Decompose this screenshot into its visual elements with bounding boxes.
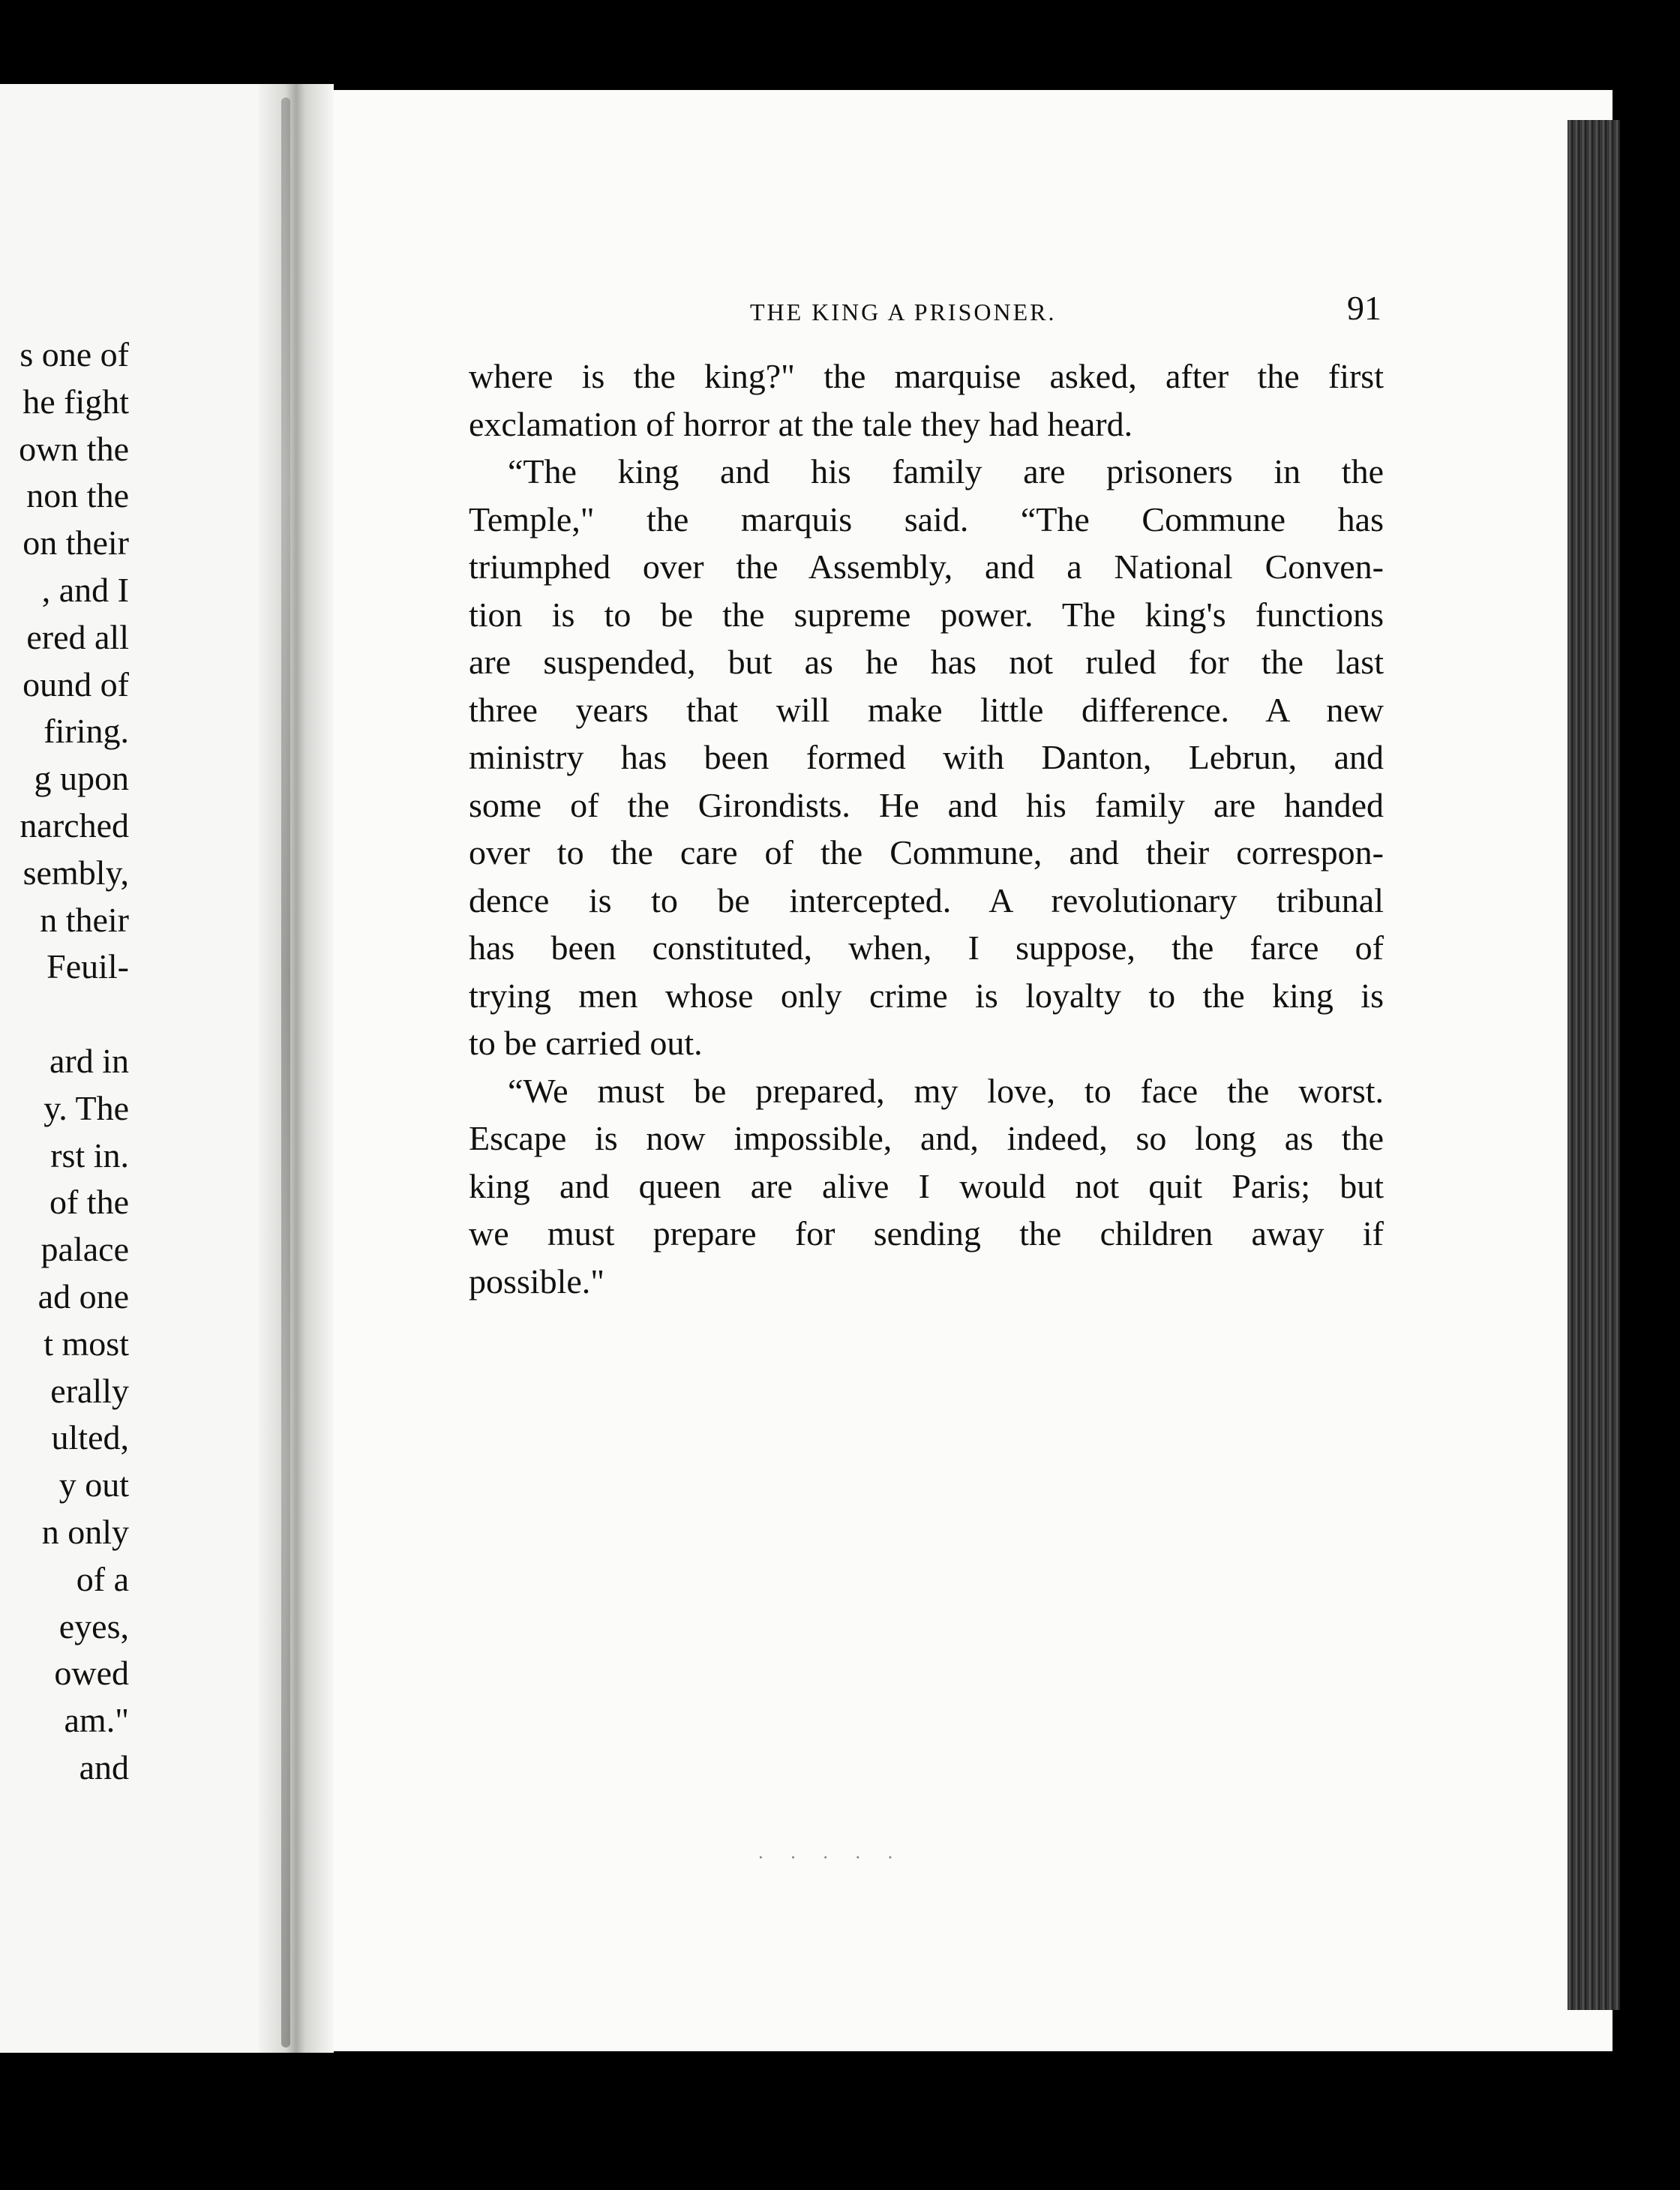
- left-line: narched: [20, 806, 129, 844]
- left-line: eyes,: [58, 1606, 129, 1646]
- page-body-text: [469, 352, 1384, 1305]
- page-edges: [1568, 120, 1620, 2010]
- text-line: some of the Girondists. He and his family are handed: [469, 785, 1384, 824]
- left-line: g upon: [34, 759, 129, 798]
- left-line: n only: [41, 1512, 129, 1551]
- left-line: [0, 991, 129, 1038]
- left-line: ound of: [22, 664, 129, 704]
- left-line: own the: [19, 429, 129, 468]
- left-line: t most: [44, 1324, 129, 1363]
- text-line: Temple," the marquis said. “The Commune has: [469, 500, 1384, 538]
- left-line: of a: [76, 1559, 129, 1598]
- text-line: we must prepare for sending the children away if: [469, 1214, 1384, 1252]
- left-line: am.": [64, 1701, 129, 1740]
- page-number: 91: [1347, 289, 1382, 327]
- binding-shadow: [281, 98, 290, 2048]
- left-line: non the: [26, 476, 129, 515]
- left-line: y. The: [44, 1088, 129, 1127]
- left-line: of the: [49, 1183, 129, 1222]
- left-line: and: [79, 1748, 129, 1786]
- text-line: over to the care of the Commune, and their correspon-: [469, 833, 1384, 872]
- left-line: n their: [40, 900, 129, 939]
- left-line: rst in.: [50, 1136, 129, 1174]
- left-line: he fight: [22, 382, 129, 421]
- left-line: erally: [50, 1371, 129, 1410]
- left-line: ered all: [26, 617, 129, 656]
- left-line: ard in: [49, 1041, 129, 1080]
- text-line: to be carried out.: [469, 1024, 703, 1062]
- text-line: exclamation of horror at the tale they had heard.: [469, 404, 1133, 443]
- left-line: y out: [58, 1466, 129, 1504]
- left-line: owed: [54, 1654, 129, 1693]
- left-line: firing.: [44, 712, 129, 751]
- text-line: possible.": [469, 1262, 605, 1300]
- text-line: “We must be prepared, my love, to face the worst.: [508, 1071, 1384, 1110]
- left-line: ad one: [38, 1276, 129, 1316]
- left-line: palace: [40, 1230, 129, 1269]
- text-line: three years that will make little difference. A new: [469, 690, 1384, 729]
- text-line: trying men whose only crime is loyalty to the king is: [469, 976, 1384, 1015]
- left-line: ulted,: [51, 1418, 129, 1457]
- left-line: Feuil-: [46, 947, 129, 986]
- text-line: triumphed over the Assembly, and a National Conven-: [469, 548, 1384, 586]
- text-line: where is the king?" the marquise asked, after the first: [469, 357, 1384, 395]
- text-line: tion is to be the supreme power. The king's functions: [469, 595, 1384, 634]
- text-line: “The king and his family are prisoners in the: [508, 452, 1384, 490]
- left-line: s one of: [20, 335, 129, 374]
- text-line: are suspended, but as he has not ruled for the last: [469, 643, 1384, 681]
- left-page-text: [0, 332, 129, 1792]
- text-line: dence is to be intercepted. A revolutionary tribunal: [469, 880, 1384, 920]
- book-gutter: [259, 84, 334, 2053]
- scan-specks: · · · · ·: [758, 1846, 904, 1868]
- left-line: sembly,: [22, 853, 129, 892]
- left-line: , and I: [41, 570, 129, 609]
- left-line: on their: [22, 524, 129, 562]
- text-line: ministry has been formed with Danton, Lebrun, and: [469, 738, 1384, 776]
- text-line: king and queen are alive I would not quit Paris; but: [469, 1166, 1384, 1205]
- text-line: has been constituted, when, I suppose, the farce of: [469, 928, 1384, 967]
- text-line: Escape is now impossible, and, indeed, so long as the: [469, 1119, 1384, 1157]
- running-head: THE KING A PRISONER.: [750, 298, 1057, 326]
